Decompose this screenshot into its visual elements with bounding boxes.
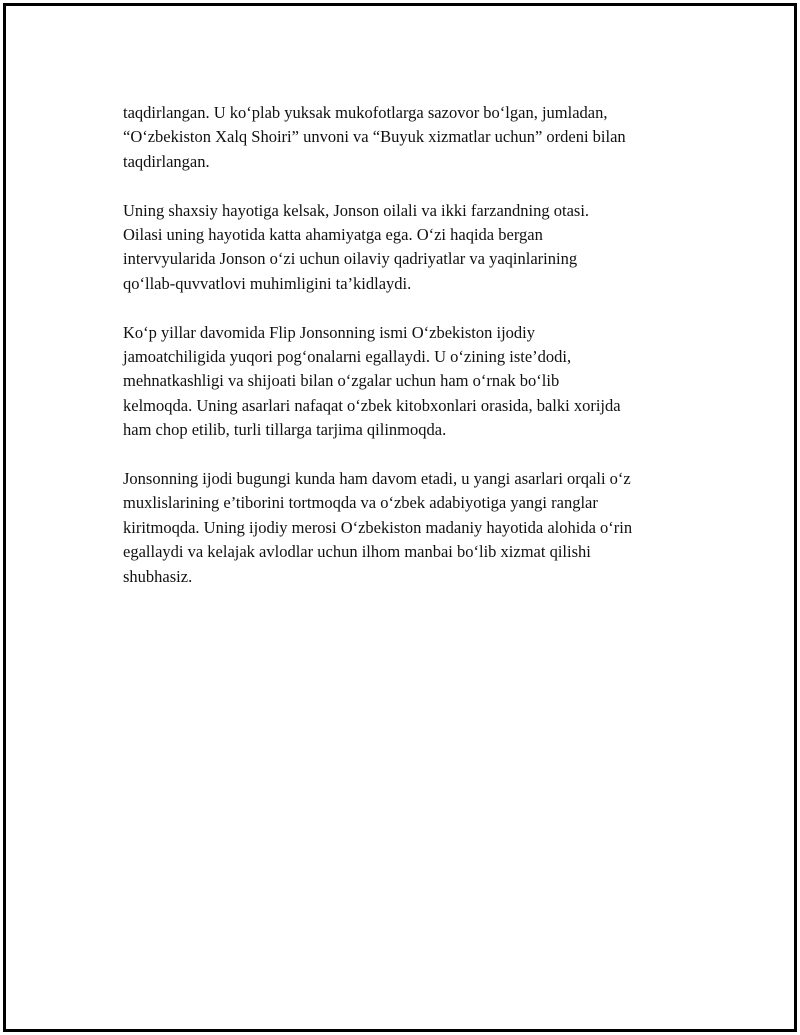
text-line: jamoatchiligida yuqori pog‘onalarni egallaydi. U o‘zining iste’dodi, (123, 347, 572, 367)
paragraph-1 (123, 101, 703, 174)
text-line: taqdirlangan. (123, 151, 210, 171)
text-line: intervyularida Jonson o‘zi uchun oilaviy qadriyatlar va yaqinlarining (123, 249, 578, 269)
page-frame (3, 3, 797, 1032)
text-line: Ko‘p yillar davomida Flip Jonsonning ismi O‘zbekiston ijodiy (123, 322, 536, 342)
text-line: Oilasi uning hayotida katta ahamiyatga ega. O‘zi haqida bergan (123, 225, 543, 245)
text-line: taqdirlangan. U ko‘plab yuksak mukofotlarga sazovor bo‘lgan, jumladan, (123, 103, 608, 122)
paragraph-4 (123, 467, 703, 589)
text-line: Jonsonning ijodi bugungi kunda ham davom etadi, u yangi asarlari orqali o‘z (123, 469, 631, 489)
paragraph-2 (123, 199, 703, 297)
paragraph-3 (123, 321, 703, 443)
text-line: mehnatkashligi va shijoati bilan o‘zgalar uchun ham o‘rnak bo‘lib (123, 371, 560, 391)
text-line: qo‘llab-quvvatlovi muhimligini ta’kidlaydi. (123, 273, 412, 293)
text-line: kiritmoqda. Uning ijodiy merosi O‘zbekiston madaniy hayotida alohida o‘rin (123, 517, 633, 537)
text-line: Uning shaxsiy hayotiga kelsak, Jonson oilali va ikki farzandning otasi. (123, 200, 590, 220)
text-line: “O‘zbekiston Xalq Shoiri” unvoni va “Buyuk xizmatlar uchun” ordeni bilan (123, 127, 626, 147)
text-line: egallaydi va kelajak avlodlar uchun ilhom manbai bo‘lib xizmat qilishi (123, 542, 591, 562)
text-line: muxlislarining e’tiborini tortmoqda va o‘zbek adabiyotiga yangi ranglar (123, 493, 598, 513)
text-line: ham chop etilib, turli tillarga tarjima qilinmoqda. (123, 420, 447, 440)
document-body (123, 101, 703, 613)
text-line: shubhasiz. (123, 566, 193, 586)
text-line: kelmoqda. Uning asarlari nafaqat o‘zbek kitobxonlari orasida, balki xorijda (123, 395, 621, 415)
